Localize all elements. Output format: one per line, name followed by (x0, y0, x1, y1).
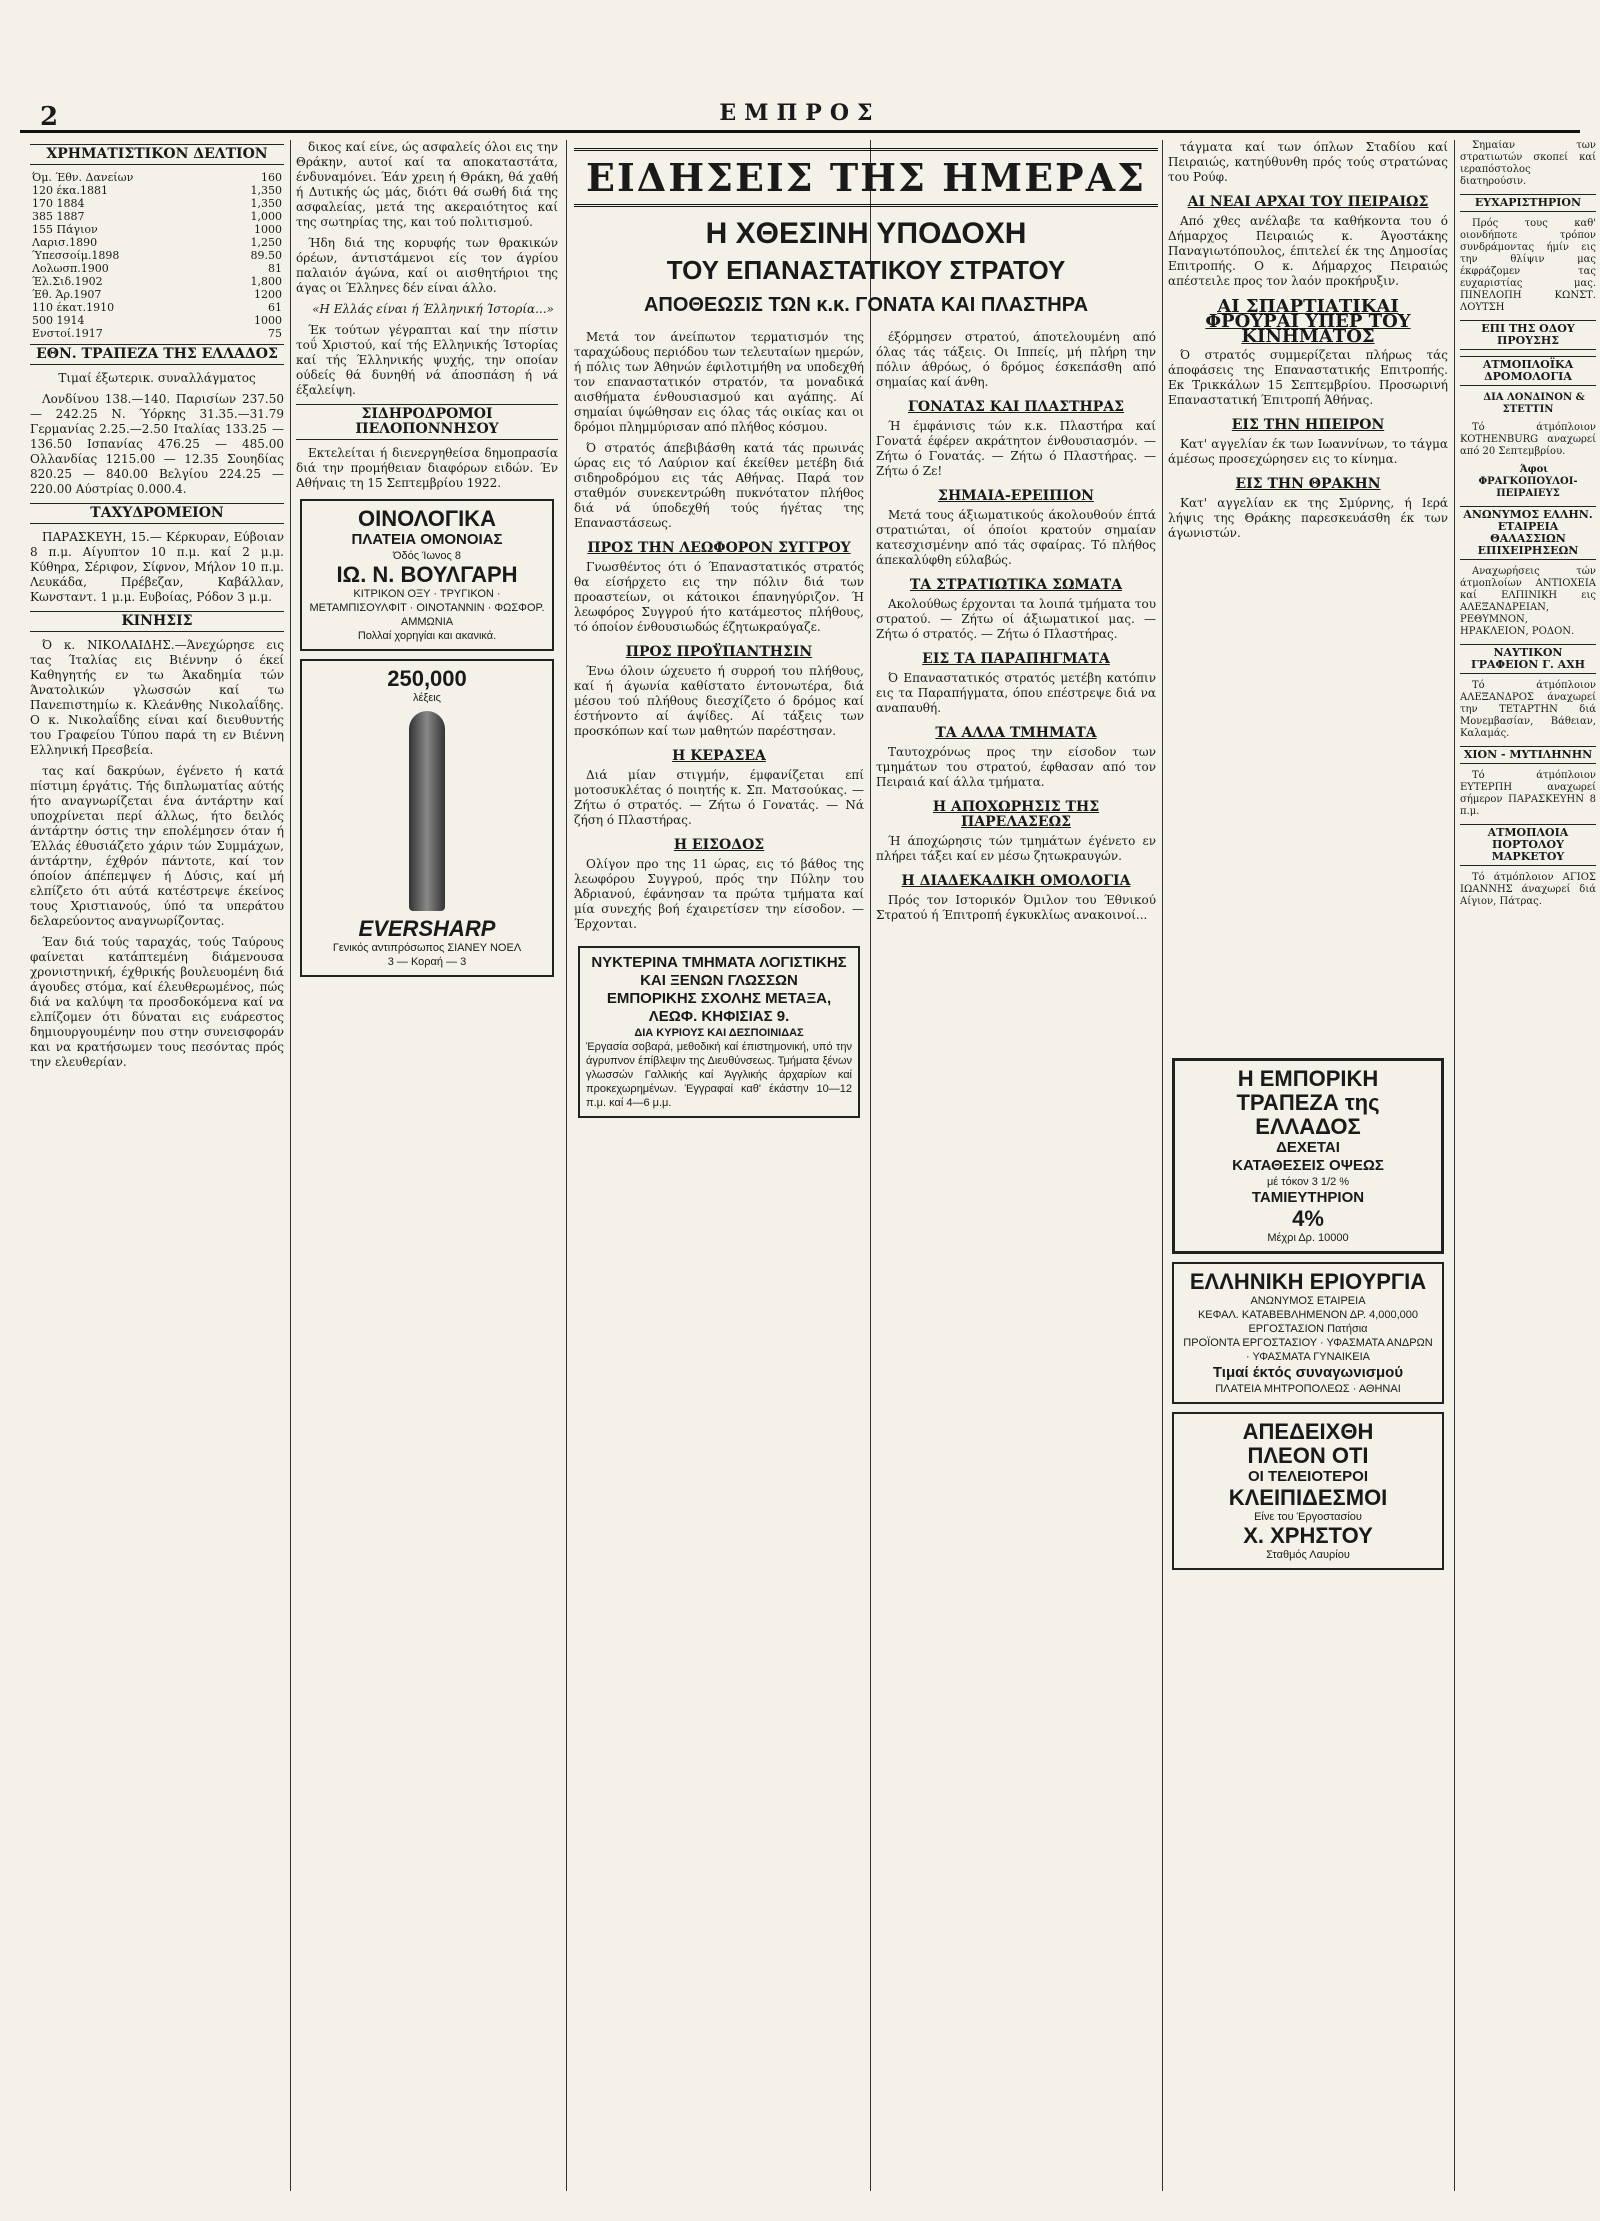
wool-ad-capital: ΚΕΦΑΛ. ΚΑΤΑΒΕΒΛΗΜΕΝΟΝ ΔΡ. 4,000,000 (1197, 1309, 1419, 1321)
bank-ad-sub1: ΔΕΧΕΤΑΙ (1276, 1139, 1340, 1156)
article-body: Μετά τον άνείπωτον τερματισμόν της ταραχώδους περιόδου των τελευταίων ημερών, ή πόλις των Άθηνών έφιλοτιμήθη να υποδεχθή τον επαναστατικόν στρατόν, τα μοναδικά αισθήματα ένθουσιασμού και αγάπης. Αί σημαίαι ύψώθησαν εις όλας τάς οικίας και οι δρόμοι πλημμύρισαν από πλήθος κόσμου. (574, 330, 864, 434)
banner-headline-2: ΤΟΥ ΕΠΑΝΑΣΤΑΤΙΚΟΥ ΣΤΡΑΤΟΥ (666, 255, 1066, 285)
subhead: ΤΑ ΑΛΛΑ ΤΜΗΜΑΤΑ (935, 725, 1097, 741)
article-body: Ή άποχώρησις τών τμημάτων έγένετο εν πλήρει τάξει καί εν μέσω ζητωκραυγών. (876, 834, 1156, 863)
subhead: ΠΡΟΣ ΠΡΟΫΠΑΝΤΗΣΙΝ (625, 644, 813, 660)
rate-value: 160 (261, 171, 282, 184)
rate-row (30, 223, 284, 236)
wine-ad-name: ΙΩ. Ν. ΒΟΥΛΓΑΡΗ (336, 562, 518, 587)
rate-row (30, 275, 284, 288)
rate-row (30, 171, 284, 184)
wine-ad-sub: ΠΛΑΤΕΙΑ ΟΜΟΝΟΙΑΣ (351, 531, 503, 548)
subhead: ΕΙΣ ΤΗΝ ΗΠΕΙΡΟΝ (1231, 417, 1385, 433)
bank-text: Λονδίνου 138.—140. Παρισίων 237.50 — 242.25 Ν. Ύόρκης 31.35.—31.79 Γερμανίας 2.25.—2.50 Ιταλίας 133.25 — 136.50 Ισπανίας 476.25 — 485.00 Ολλανδίας 1215.00 — 12.35 Σουηδίας 820.25 — 840.00 Βελγίου 224.25 — 220.00 Αύστρίας 0.000.4. (30, 392, 284, 496)
subhead: ΠΡΟΣ ΤΗΝ ΛΕΩΦΟΡΟΝ ΣΥΓΓΡΟΥ (587, 540, 851, 556)
bank-ad-title1: Η ΕΜΠΟΡΙΚΗ (1237, 1066, 1379, 1091)
bank-ad-rate1: μέ τόκον 3 1/2 % (1266, 1176, 1350, 1188)
rate-name: Έλ.Σιδ.1902 (32, 275, 103, 288)
naval-text: Τό άτμόπλοιον ΑΛΕΞΑΝΔΡΟΣ άναχωρεί την ΤΕΤΑΡΤΗΝ διά Μονεμβασίαν, Βάθειαν, Καλαμάς. (1460, 680, 1596, 739)
rate-row (30, 301, 284, 314)
paper-name: ΕΜΠΡΟΣ (719, 100, 881, 126)
wine-ad (300, 499, 554, 651)
wine-ad-extra: Πολλαί χορηγίαι και ακανικά. (357, 630, 497, 642)
rate-name: 110 έκατ.1910 (32, 301, 115, 314)
article-body: Ολίγον προ της 11 ώρας, εις τό βάθος της λεωφόρου Συγγρού, πρός την Πύλην του Άδριανού, έφάνησαν τα πρώτα τμήματα καί μία συνεχής βοή έχαιρετίσεν την είσοδον. — Έρχονται. (574, 857, 864, 931)
rate-row (30, 249, 284, 262)
locks-ad-title3: ΟΙ ΤΕΛΕΙΟΤΕΡΟΙ (1247, 1468, 1369, 1485)
pen-ad (300, 659, 554, 977)
article-body: Έκ τούτων γέγραπται καί την πίστιν τοΰ Χριστού, καί τής Ελληνικής Ίστορίας καί τής Έλληνικής ψυχής, την οποίαν ούδείς θά δυνηθή νά άποσπάση ή νά έξαλείψη. (296, 323, 558, 397)
article-body: Ό στρατός άπεβιβάσθη κατά τάς πρωινάς ώρας εις τό Λαύριον καί έκείθεν μετέβη διά σιδηροδρόμου εις τάς Αθήνας. Παρά τον σταθμόν συνεκεντρώθη πυκνότατον πλήθος διά νά ύποδεχθή τούς ήγέτας της Επαναστάσεως. (574, 441, 864, 530)
article-quote: «Η Ελλάς είναι ή Έλληνική Ίστορία...» (312, 302, 554, 316)
locks-ad-sub: Είνε του Έργοστασίου (1254, 1511, 1362, 1523)
article-body: Ήδη διά της κορυφής των θρακικών όρέων, άντιστάμενοι είς τον άγρίου παλαιόν άγώνα, καί οι αισθητήριοι της άγας οι Έλληνες δέν είναι άλλο. (296, 236, 558, 295)
rate-row (30, 210, 284, 223)
rate-value: 1,350 (250, 197, 282, 210)
column-two (296, 140, 558, 2191)
pen-icon (409, 711, 445, 911)
locks-ad-title2: ΠΛΕΟΝ ΟΤΙ (1247, 1443, 1369, 1468)
locks-ad-maker: Χ. ΧΡΗΣΤΟΥ (1243, 1523, 1373, 1548)
news-banner (574, 140, 1158, 317)
page-number: 2 (40, 102, 59, 132)
article-body: Έαν διά τούς ταραχάς, τούς Ταύρους φαίνεται κατάπτεμένη διάμενουσα χρονιστηνική, έχθρικής βουλευομένη διά άγουδες στόμα, καί έλευθερωμένος, πώς διά να καλύψη τα προσδοκόμενα καί να ελπίζομεν ότι δύναται εις ευάρεστος δημιουργουμένην που στην συνεισφοράν και να κρατήσωμεν τους πεσόντας πρός την ελευθερίαν. (30, 935, 284, 1069)
article-body: Μετά τους άξιωματικούς άκολουθούν έπτά στρατιώται, οί όποίοι κρατούν σημαίαν κατεσχισμένην από τάς σφαίρας. Τό πλήθος άπεκαλύφθη εύλαβώς. (876, 508, 1156, 567)
company-title: ΑΝΩΝΥΜΟΣ ΕΛΛΗΝ. ΕΤΑΙΡΕΙΑ ΘΑΛΑΣΣΙΩΝ ΕΠΙΧΕΙΡΗΣΕΩΝ (1460, 506, 1596, 560)
notice-text: Εκτελείται ή διενεργηθείσα δημοπρασία διά την προμήθειαν διαφόρων ειδών. Έν Αθήναις τη 15 Σεπτεμβρίου 1922. (296, 446, 558, 490)
school-ad-title: ΝΥΚΤΕΡΙΝΑ ΤΜΗΜΑΤΑ ΛΟΓΙΣΤΙΚΗΣ ΚΑΙ ΞΕΝΩΝ ΓΛΩΣΣΩΝ (591, 954, 847, 989)
wine-ad-title: ΟΙΝΟΛΟΓΙΚΑ (358, 506, 496, 531)
shop-title: ΕΠΙ ΤΗΣ ΟΔΟΥ ΠΡΟΥΣΗΣ (1460, 320, 1596, 350)
subhead: Η ΚΕΡΑΣΕΑ (672, 748, 766, 764)
locks-ad-title4: ΚΛΕΙΠΙΔΕΣΜΟΙ (1228, 1485, 1388, 1510)
rate-row (30, 314, 284, 327)
pen-ad-count: 250,000 (387, 666, 467, 691)
school-ad-sub: ΕΜΠΟΡΙΚΗΣ ΣΧΟΛΗΣ ΜΕΤΑΞΑ, ΛΕΩΦ. ΚΗΦΙΣΙΑΣ 9. (606, 990, 832, 1025)
subhead: ΓΟΝΑΤΑΣ ΚΑΙ ΠΛΑΣΤΗΡΑΣ (907, 399, 1125, 415)
article-body: δικος καί είνε, ώς ασφαλείς όλοι εις την Θράκην, αυτοί καί τα αποκαταστάτα, ένδυναμόνει. Έάν χρειη ή Θράκη, θά χαθή ή Δυτικής ώς μάς, διότι θά σωθή διά της ασφαλείας, μετά της ακεραιότητος καί της σωτηρίας της, και τού πολιτισμού. (296, 140, 558, 229)
islands-text: Τό άτμόπλοιον ΕΥΤΕΡΠΗ αναχωρεί σήμερον ΠΑΡΑΣΚΕΥΗΝ 8 π.μ. (1460, 770, 1596, 817)
agency-name: Άφοι ΦΡΑΓΚΟΠΟΥΛΟΙ-ΠΕΙΡΑΙΕΥΣ (1478, 464, 1578, 499)
locks-ad-title1: ΑΠΕΔΕΙΧΘΗ (1242, 1419, 1374, 1444)
bank-ad-rate2: 4% (1292, 1206, 1324, 1231)
subhead: Η ΑΠΟΧΩΡΗΣΙΣ ΤΗΣ ΠΑΡΕΛΑΣΕΩΣ (932, 799, 1100, 830)
column-four (876, 330, 1156, 2191)
school-ad-text: Έργασία σοβαρά, μεθοδική καί έπιστημονική, υπό την άγρυπνον έπίβλεψιν της Διευθύνσεως. Τμήματα ξένων γλωσσών Γαλλικής καί Άγγλικής άρχαρίων καί προκεχωρημένων. Έγγραφαί καθ' έκάστην 10—12 π.μ. καί 4—6 μ.μ. (586, 1041, 852, 1109)
school-ad (578, 946, 860, 1118)
masthead (20, 100, 1580, 133)
rate-row (30, 236, 284, 249)
subhead: ΣΗΜΑΙΑ-ΕΡΕΙΠΙΟΝ (938, 488, 1094, 504)
mail-title: ΤΑΧΥΔΡΟΜΕΙΟΝ (30, 503, 284, 524)
notice-text: Σημαίαν των στρατιωτών σκοπεί καί ιεραπόστολος διατηρούσιν. (1460, 140, 1596, 187)
rate-name: Ενστοί.1917 (32, 327, 103, 340)
rate-value: 1200 (254, 288, 282, 301)
shipping-sub: ΔΙΑ ΛΟΝΔΙΝΟΝ & ΣΤΕΤΤΙΝ (1483, 392, 1585, 415)
wool-ad-sub: ΑΝΩΝΥΜΟΣ ΕΤΑΙΡΕΙΑ (1250, 1295, 1366, 1307)
rate-value: 61 (268, 301, 282, 314)
rates-table (30, 171, 284, 340)
market-title: ΑΤΜΟΠΛΟΙΑ ΠΟΡΤΟΛΟΥ ΜΑΡΚΕΤΟΥ (1460, 824, 1596, 866)
bank-ad-savings: ΤΑΜΙΕΥΤΗΡΙΟΝ (1251, 1189, 1365, 1206)
column-rule (290, 140, 291, 2191)
rate-value: 1,800 (250, 275, 282, 288)
article-body: Κατ' αγγελίαν εκ της Σμύρνης, ή Ιερά λήψις της Θράκης παρεσκευάσθη έκ των άγωνιστών. (1168, 496, 1448, 540)
article-body: Ταυτοχρόνως προς την είσοδον των τμημάτων του στρατού, έφθασαν από τον Πειραιά καί άλλα τμήματα. (876, 745, 1156, 789)
rate-value: 75 (268, 327, 282, 340)
article-body: Πρός τον Ιστορικόν Όμιλον του Έθνικού Στρατού ή Έπιτροπή έγκυκλίως ανακοινοί... (876, 893, 1156, 922)
wool-ad-prices: Τιμαί έκτός συναγωνισμού (1212, 1364, 1404, 1381)
bank-sub: Τιμαί έξωτερικ. συναλλάγματος (58, 371, 256, 385)
locks-ad-address: Σταθμός Λαυρίου (1266, 1549, 1350, 1561)
rate-row (30, 288, 284, 301)
thanks-title: ΕΥΧΑΡΙΣΤΗΡΙΟΝ (1460, 194, 1596, 212)
column-rule (1162, 140, 1163, 2191)
shipping-title: ΑΤΜΟΠΛΟΪΚΑ ΔΡΟΜΟΛΟΓΙΑ (1460, 356, 1596, 386)
thanks-text: Πρός τους καθ' οιονδήποτε τρόπον συνδράμοντας ήμίν εις την θλίψιν μας έκφράζομεν τας ευχαριστίας μας. ΠΙΝΕΛΟΠΗ ΚΩΝΣΤ. ΛΟΥΤΣΗ (1460, 218, 1596, 313)
article-body: Κατ' αγγελίαν έκ των Ιωαννίνων, το τάγμα άμέσως προσεχώρησεν εις το κίνημα. (1168, 437, 1448, 466)
notice-title: ΣΙΔΗΡΟΔΡΟΜΟΙ ΠΕΛΟΠΟΝΝΗΣΟΥ (296, 404, 558, 440)
rate-value: 1,000 (250, 210, 282, 223)
mail-text: ΠΑΡΑΣΚΕΥΗ, 15.— Κέρκυραν, Εύβοιαν 8 π.μ. Αίγυπτον 10 π.μ. καί 2 μ.μ. Κύθηρα, Σέριφον, Σίφνον, Μήλον 10 π.μ. Λευκάδα, Πρέβεζαν, Καβάλλαν, Κωνσταντ. 1 μ.μ. Ευβοίας, Ρόδον 3 μ.μ. (30, 530, 284, 604)
pen-ad-address: 3 — Κοραή — 3 (387, 956, 467, 968)
rate-row (30, 262, 284, 275)
school-ad-sub2: ΔΙΑ ΚΥΡΙΟΥΣ ΚΑΙ ΔΕΣΠΟΙΝΙΔΑΣ (634, 1027, 804, 1039)
column-ads (1460, 140, 1596, 2191)
rate-value: 81 (268, 262, 282, 275)
rate-row (30, 327, 284, 340)
rate-name: Όμ. Έθν. Δανείων (32, 171, 134, 184)
rate-name: Έθ. Άρ.1907 (32, 288, 102, 301)
rate-name: 120 έκα.1881 (32, 184, 108, 197)
wool-ad-shop: ΠΛΑΤΕΙΑ ΜΗΤΡΟΠΟΛΕΩΣ · ΑΘΗΝΑΙ (1215, 1383, 1401, 1395)
rate-name: Ύπεσσοίμ.1898 (32, 249, 120, 262)
wool-ad-title: ΕΛΛΗΝΙΚΗ ΕΡΙΟΥΡΓΙΑ (1189, 1269, 1427, 1294)
article-body: Ό Επαναστατικός στρατός μετέβη κατόπιν εις τα Παραπήγματα, όπου επέστρεψε διά να αναπαυθή. (876, 671, 1156, 715)
islands-title: ΧΙΟΝ - ΜΥΤΙΛΗΝΗΝ (1460, 746, 1596, 764)
rate-row (30, 184, 284, 197)
company-text: Αναχωρήσεις τών άτμοπλοίων ΑΝΤΙΟΧΕΙΑ καί ΕΛΠΙΝΙΚΗ εις ΑΛΕΞΑΝΔΡΕΙΑΝ, ΡΕΘΥΜΝΟΝ, ΗΡΑΚΛΕΙΟΝ, ΡΟΔΟΝ. (1460, 566, 1596, 637)
rate-value: 1000 (254, 223, 282, 236)
bank-ad-max: Μέχρι Δρ. 10000 (1267, 1232, 1349, 1244)
rate-value: 1,250 (250, 236, 282, 249)
subhead: ΑΙ ΝΕΑΙ ΑΡΧΑΙ ΤΟΥ ΠΕΙΡΑΙΩΣ (1187, 194, 1429, 210)
column-finance (30, 140, 284, 2191)
article-body: τας καί δακρύων, έγένετο ή κατά πίστιμη έργάτις. Τής διπλωματίας αύτής ήτο αναγνωρίζεται ένα άντάρτην καί υποχρίνεται περί άλλως, ήτο δειλός άντάρτην όστις την επολέμησεν όταν ή Έλλάς έθυσιάζετο χάριν τών Συμμάχων, άντάρτην, έχθρόν πάντοτε, καί τον όποίον άπέπεμψεν ή Δύσις, καί μή ελπίζετο ότι αύτά κατέστρεψε έκείνος τους Χριστιανούς, ύπό τα υπεράτου δελαρεύοντος αναγνωρίζοντας. (30, 764, 284, 928)
subhead: ΕΙΣ ΤΑ ΠΑΡΑΠΗΓΜΑΤΑ (922, 651, 1110, 667)
wine-ad-address: Όδός Ίωνος 8 (392, 550, 462, 562)
wool-ad-products: ΠΡΟΪΟΝΤΑ ΕΡΓΟΣΤΑΣΙΟΥ · ΥΦΑΣΜΑΤΑ ΑΝΔΡΩΝ · ΥΦΑΣΜΑΤΑ ΓΥΝΑΙΚΕΙΑ (1183, 1337, 1433, 1363)
banner-headline: Η ΧΘΕΣΙΝΗ ΥΠΟΔΟΧΗ (705, 217, 1027, 250)
subhead: Η ΔΙΑΔΕΚΑΔΙΚΗ ΟΜΟΛΟΓΙΑ (901, 873, 1131, 889)
article-body: Από χθες ανέλαβε τα καθήκοντα του ό Δήμαρχος Πειραιώς κ. Άγοστάκης Παναγιωτόπουλος, έπιτελεί έκ της Δημοσίας Επιτροπής. Ο κ. Δήμαρχος Πειραιώς απέστειλε προς τον λαόν προκήρυξιν. (1168, 214, 1448, 288)
rate-name: 500 1914 (32, 314, 85, 327)
rate-value: 1000 (254, 314, 282, 327)
ad-stack (1168, 1050, 1448, 1578)
wool-ad-factory: ΕΡΓΟΣΤΑΣΙΟΝ Πατήσια (1248, 1323, 1368, 1335)
article-body: τάγματα καί των όπλων Σταδίου καί Πειραιώς, κατηύθυνθη πρός τούς στρατώνας του Ρούφ. (1168, 140, 1448, 184)
rate-name: Λαρισ.1890 (32, 236, 98, 249)
finance-title: ΧΡΗΜΑΤΙΣΤΙΚΟΝ ΔΕΛΤΙΟΝ (30, 144, 284, 165)
rate-name: 385 1887 (32, 210, 85, 223)
rate-value: 89.50 (250, 249, 282, 262)
locks-ad (1172, 1412, 1444, 1570)
banner-subhead: ΑΠΟΘΕΩΣΙΣ ΤΩΝ κ.κ. ΓΟΝΑΤΑ ΚΑΙ ΠΛΑΣΤΗΡΑ (643, 294, 1089, 316)
pen-ad-brand: EVERSHARP (358, 916, 496, 941)
rate-row (30, 197, 284, 210)
bank-ad-sub2: ΚΑΤΑΘΕΣΕΙΣ ΟΨΕΩΣ (1232, 1157, 1384, 1174)
pen-ad-dealer: Γενικός αντιπρόσωπος ΣΙΑΝΕΥ ΝΟΕΛ (332, 942, 522, 954)
rate-value: 1,350 (250, 184, 282, 197)
rate-name: Λολωσπ.1900 (32, 262, 109, 275)
article-body: Ό στρατός συμμερίζεται πλήρως τάς άποφάσεις της Επαναστατικής Επιτροπής. Εκ Τρικκάλων 15 Σεπτεμβρίου. Προσωρινή Επαναστατική Έπιτροπή Άθήνας. (1168, 348, 1448, 407)
article-body: Ή έμφάνισις τών κ.κ. Πλαστήρα καί Γονατά έφέρεν ακράτητον ένθουσιασμόν. — Ζήτω ό Γονατάς. — Ζήτω ό Πλαστήρας. — Ζήτω ό Ζε! (876, 419, 1156, 478)
subhead: ΤΑ ΣΤΡΑΤΙΩΤΙΚΑ ΣΩΜΑΤΑ (909, 577, 1123, 593)
rate-name: 155 Πάγιον (32, 223, 98, 236)
shipping-text: Τό άτμόπλοιον KOTHENBURG αναχωρεί από 20 Σεπτεμβρίου. (1460, 422, 1596, 457)
market-text: Τό άτμόπλοιον ΑΓΙΟΣ ΙΩΑΝΝΗΣ άναχωρεί διά Αίγιον, Πάτρας. (1460, 872, 1596, 907)
column-three (574, 330, 864, 2191)
moves-text: Ό κ. ΝΙΚΟΛΑΙΔΗΣ.—Άνεχώρησε εις τας Ίταλίας εις Βιέννην ό έκεί Καθηγητής εν τω Άκαδημία τών Άνατολικών γλωσσών καί τω Πανεπιστημίω κ. Κλεάνθης Νικολαΐδης. Ο κ. Νικολαΐδης είναι καί διευθυντής του Γραφείου Τύπου παρά τη εν Βιέννη Ελληνική Πρεσβεία. (30, 638, 284, 757)
article-body: έξόρμησεν στρατού, άποτελουμένη από όλας τάς τάξεις. Οι Ιππείς, μή πλήρη την πόλιν άθρόως, ό δρόμος έσκεπάσθη από σημαίας καί άνθη. (876, 330, 1156, 389)
column-rule (566, 140, 567, 2191)
rate-name: 170 1884 (32, 197, 85, 210)
wool-ad (1172, 1262, 1444, 1404)
article-body: Γνωσθέντος ότι ό Έπαναστατικός στρατός θα είσήρχετο εις την πόλιν διά των προαστείων, οι κάτοικοι έπανηγύριζον. Ή λεωφόρος Συγγρού ήτο κατάμεστος πλήθους, τό όποίον ένθουσιωδώς έζητωκραύγαζε. (574, 560, 864, 634)
bank-title: ΕΘΝ. ΤΡΑΠΕΖΑ ΤΗΣ ΕΛΛΑΔΟΣ (30, 344, 284, 365)
bank-ad (1172, 1058, 1444, 1254)
subhead: ΕΙΣ ΤΗΝ ΘΡΑΚΗΝ (1235, 476, 1381, 492)
column-rule (870, 140, 871, 2191)
article-body: Ακολούθως έρχονται τα λοιπά τμήματα του στρατού. — Ζήτω οί άξιωματικοί μας. — Ζήτω ό στρατός. — Ζήτω ό Πλαστήρας. (876, 597, 1156, 641)
wine-ad-items: ΚΙΤΡΙΚΟΝ ΟΞΥ · ΤΡΥΓΙΚΟΝ · ΜΕΤΑΜΠΙΣΟΥΛΦΙΤ · ΟΙΝΟΤΑΝΝΙΝ · ΦΩΣΦΟΡ. ΑΜΜΩΝΙΑ (309, 588, 545, 628)
subhead: ΑΙ ΣΠΑΡΤΙΑΤΙΚΑΙ ΦΡΟΥΡΑΙ ΥΠΕΡ ΤΟΥ ΚΙΝΗΜΑΤΟΣ (1205, 296, 1411, 347)
article-body: Ένω όλοιν ώχευετο ή συρροή του πλήθους, καί ή άγωνία καθίστατο έντονωτέρα, διά μέσου τού πλήθους διεσχίζετο ό δρόμος καί έστήνοντο αί άψίδες. Αί τάξεις των προσκόπων καί των μαθητών παρέστησαν. (574, 664, 864, 738)
bank-ad-title2: ΤΡΑΠΕΖΑ της ΕΛΛΑΔΟΣ (1236, 1090, 1380, 1139)
article-body: Διά μίαν στιγμήν, έμφανίζεται επί μοτοσυκλέτας ό ποιητής κ. Σπ. Ματσούκας. — Ζήτω ό στρατός. — Ζήτω ό Γονατάς. — Νά ζήση ό Πλαστήρας. (574, 768, 864, 827)
naval-title: ΝΑΥΤΙΚΟΝ ΓΡΑΦΕΙΟΝ Γ. ΑΧΗ (1460, 644, 1596, 674)
column-rule (1454, 140, 1455, 2191)
moves-title: ΚΙΝΗΣΙΣ (30, 611, 284, 632)
pen-ad-word: λέξεις (413, 692, 441, 704)
subhead: Η ΕΙΣΟΔΟΣ (673, 837, 765, 853)
banner-section-title: ΕΙΔΗΣΕΙΣ ΤΗΣ ΗΜΕΡΑΣ (574, 148, 1158, 207)
